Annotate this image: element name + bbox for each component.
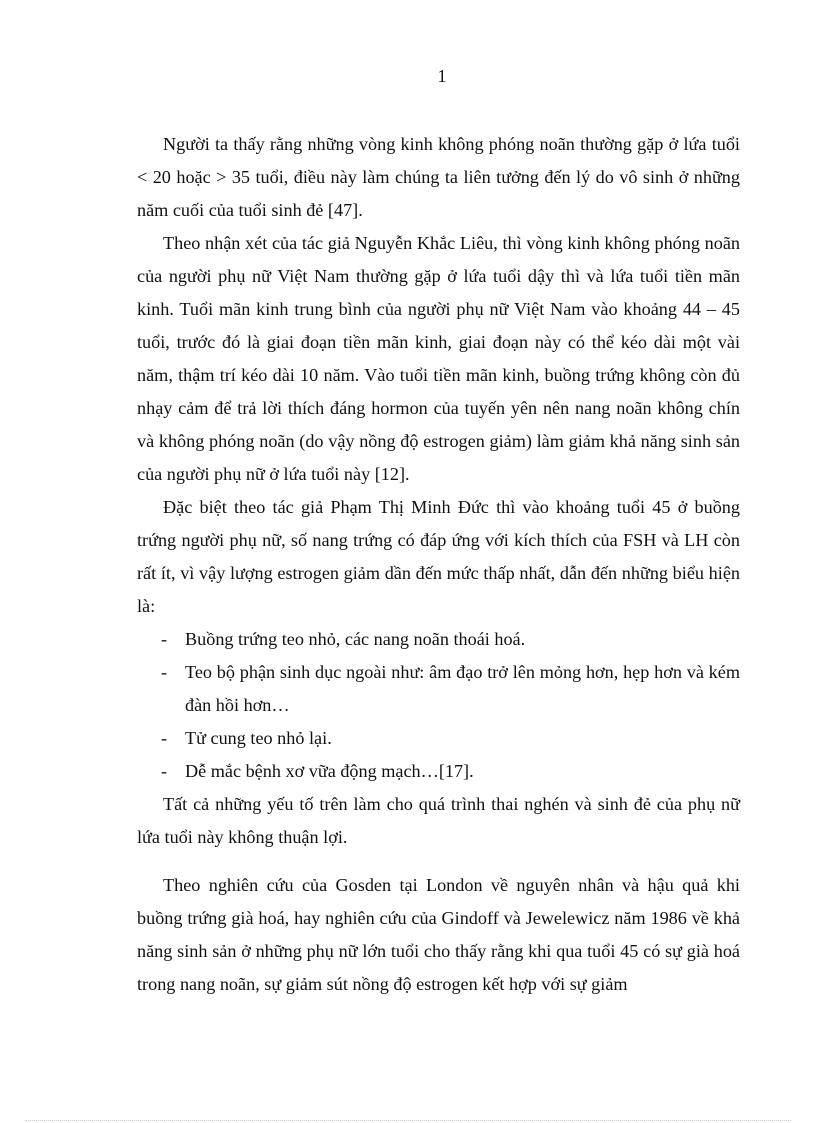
list-item [137,755,740,788]
list-item-text: Buồng trứng teo nhỏ, các nang noãn thoái hoá. [185,629,526,649]
paragraph: Tất cả những yếu tố trên làm cho quá trình thai nghén và sinh đẻ của phụ nữ lứa tuổi này không thuận lợi. [137,794,740,847]
list-marker: - [161,728,168,748]
list-marker: - [161,761,168,781]
list-item [137,722,740,755]
list-item [137,656,740,722]
paragraph: Đặc biệt theo tác giả Phạm Thị Minh Đức thì vào khoảng tuổi 45 ở buồng trứng người phụ nữ, số nang trứng có đáp ứng với kích thích của FSH và LH còn rất ít, vì vậy lượng estrogen giảm dần đến mức thấp nhất, dẫn đến những biểu hiện là: [137,497,740,616]
bullet-list [137,623,740,788]
paragraph: Theo nhận xét của tác giả Nguyễn Khắc Liêu, thì vòng kinh không phóng noãn của người phụ nữ Việt Nam thường gặp ở lứa tuổi dậy thì và lứa tuổi tiền mãn kinh. Tuổi mãn kinh trung bình của người phụ nữ Việt Nam vào khoảng 44 – 45 tuổi, trước đó là giai đoạn tiền mãn kinh, giai đoạn này có thể kéo dài một vài năm, thậm trí kéo dài 10 năm. Vào tuổi tiền mãn kinh, buồng trứng không còn đủ nhạy cảm để trả lời thích đáng hormon của tuyến yên nên nang noãn không chín và không phóng noãn (do vậy nồng độ estrogen giảm) làm giảm khả năng sinh sản của người phụ nữ ở lứa tuổi này [12]. [137,233,740,484]
list-item-text: Tử cung teo nhỏ lại. [185,728,332,748]
paragraph: Người ta thấy rằng những vòng kinh không phóng noãn thường gặp ở lứa tuổi < 20 hoặc > 35 tuổi, điều này làm chúng ta liên tưởng đến lý do vô sinh ở những năm cuối của tuổi sinh đẻ [47]. [137,134,740,220]
list-marker: - [161,662,168,682]
list-item [137,623,740,656]
page-bottom-divider [25,1120,791,1121]
list-item-text: Teo bộ phận sinh dục ngoài như: âm đạo trở lên mỏng hơn, hẹp hơn và kém đàn hồi hơn… [185,662,740,715]
document-body [137,128,740,1001]
list-item-text: Dễ mắc bệnh xơ vữa động mạch…[17]. [185,761,474,781]
page-number: 1 [437,66,447,86]
paragraph: Theo nghiên cứu của Gosden tại London về nguyên nhân và hậu quả khi buồng trứng già hoá, hay nghiên cứu của Gindoff và Jewelewicz năm 1986 về khả năng sinh sản ở những phụ nữ lớn tuổi cho thấy rằng khi qua tuổi 45 có sự già hoá trong nang noãn, sự giảm sút nồng độ estrogen kết hợp với sự giảm [137,875,740,994]
list-marker: - [161,629,168,649]
